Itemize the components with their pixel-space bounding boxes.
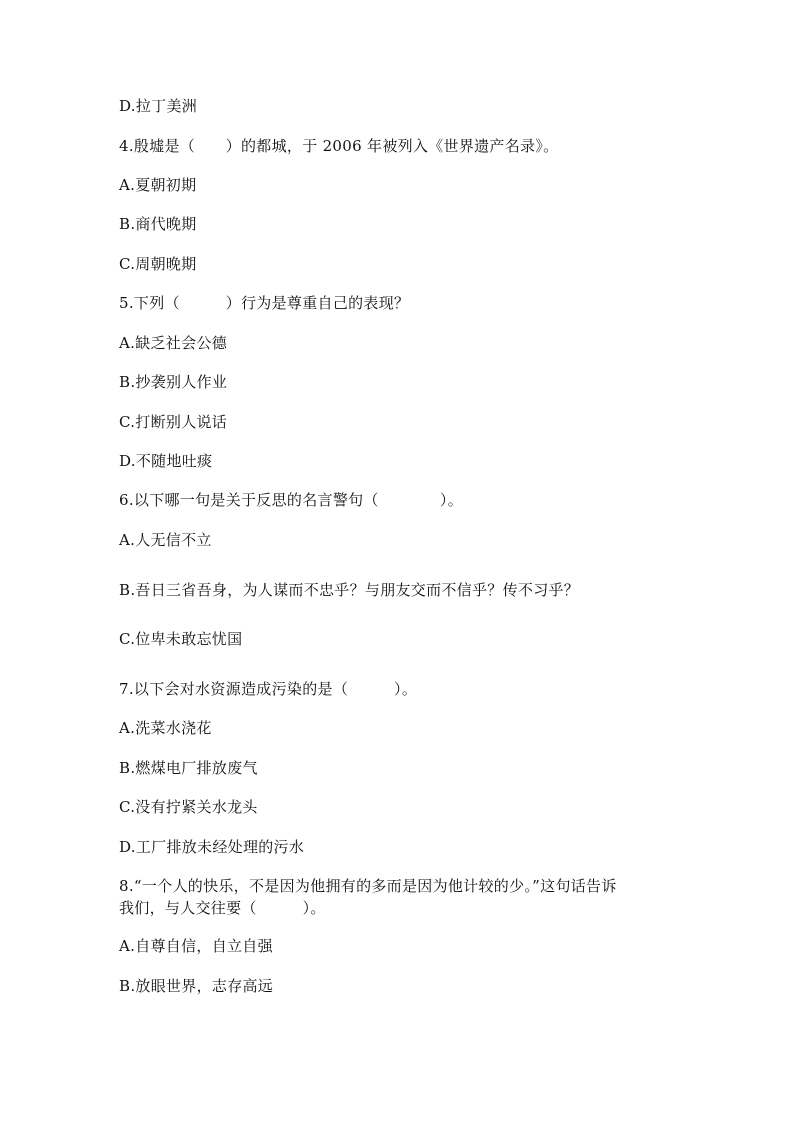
option-q8-a: A.自尊自信，自立自强 — [119, 937, 273, 955]
option-q7-c: C.没有拧紧关水龙头 — [119, 798, 258, 816]
option-q6-c: C.位卑未敢忘忧国 — [119, 630, 243, 648]
question-5: 5.下列（ ）行为是尊重自己的表现？ — [119, 294, 410, 312]
option-q7-d: D.工厂排放未经处理的污水 — [119, 838, 305, 856]
option-q5-b: B.抄袭别人作业 — [119, 373, 228, 391]
option-q4-a: A.夏朝初期 — [119, 176, 197, 194]
option-q5-a: A.缺乏社会公德 — [119, 334, 228, 352]
option-q7-b: B.燃煤电厂排放废气 — [119, 759, 258, 777]
option-q4-b: B.商代晚期 — [119, 215, 197, 233]
option-q4-c: C.周朝晚期 — [119, 255, 197, 273]
option-q6-a: A.人无信不立 — [119, 531, 212, 549]
option-q5-d: D.不随地吐痰 — [119, 452, 213, 470]
option-q3-d: D.拉丁美洲 — [119, 97, 198, 115]
question-4: 4.殷墟是（ ）的都城，于 2006 年被列入《世界遗产名录》。 — [119, 137, 559, 155]
question-8-line-1: 8.“一个人的快乐，不是因为他拥有的多而是因为他计较的少。”这句话告诉 — [119, 877, 617, 895]
option-q7-a: A.洗菜水浇花 — [119, 719, 212, 737]
question-8-line-2: 我们，与人交往要（ ）。 — [119, 899, 326, 917]
question-7: 7.以下会对水资源造成污染的是（ ）。 — [119, 680, 418, 698]
question-6: 6.以下哪一句是关于反思的名言警句（ ）。 — [119, 491, 464, 509]
option-q8-b: B.放眼世界，志存高远 — [119, 977, 274, 995]
option-q6-b: B.吾日三省吾身，为人谋而不忠乎？与朋友交而不信乎？传不习乎？ — [119, 581, 580, 599]
option-q5-c: C.打断别人说话 — [119, 413, 228, 431]
